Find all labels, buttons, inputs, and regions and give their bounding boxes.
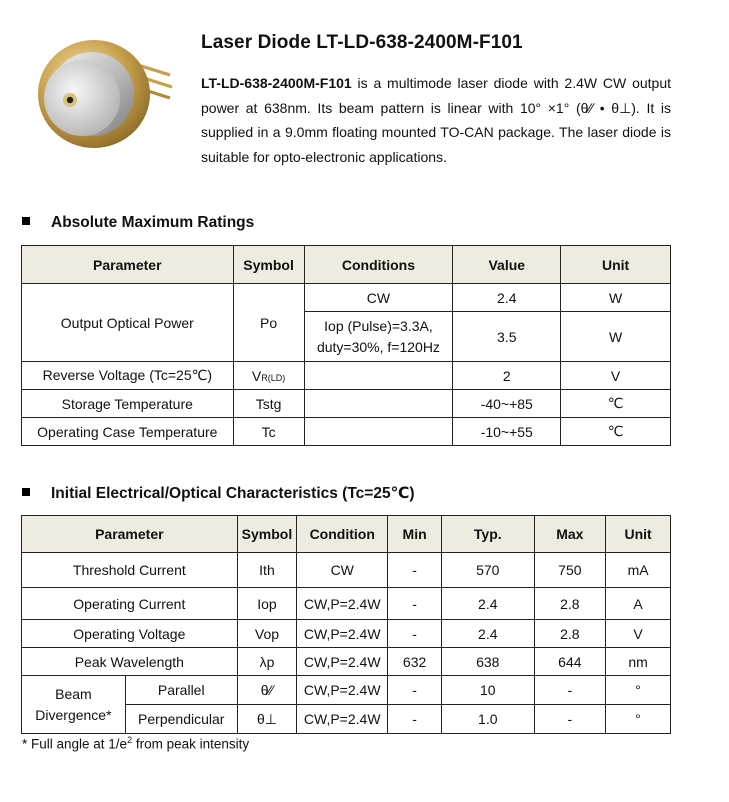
cell-typ: 2.4: [442, 588, 535, 620]
cell-cond: [304, 418, 453, 446]
cell-symbol: Iop: [237, 588, 297, 620]
cell-unit: ℃: [561, 418, 671, 446]
col-header-typ: Typ.: [442, 516, 535, 553]
page-title: Laser Diode LT-LD-638-2400M-F101: [201, 32, 523, 53]
laser-diode-product-image: [30, 20, 180, 160]
col-header-parameter: Parameter: [22, 246, 234, 284]
cell-min: -: [388, 676, 442, 705]
cell-beam-divergence: Beam Divergence*: [22, 676, 126, 734]
cell-unit: W: [561, 312, 671, 362]
col-header-max: Max: [534, 516, 606, 553]
cell-symbol: Ith: [237, 553, 297, 588]
cell-unit: nm: [606, 648, 671, 676]
cell-value: 2: [453, 362, 561, 390]
cell-unit: V: [561, 362, 671, 390]
cell-cond: CW,P=2.4W: [297, 648, 388, 676]
col-header-parameter: Parameter: [22, 516, 238, 553]
cell-unit: ℃: [561, 390, 671, 418]
col-header-unit: Unit: [606, 516, 671, 553]
cell-cond: CW,P=2.4W: [297, 676, 388, 705]
cell-param: Perpendicular: [125, 705, 237, 734]
col-header-conditions: Conditions: [304, 246, 453, 284]
cell-typ: 570: [442, 553, 535, 588]
cell-max: 644: [534, 648, 606, 676]
cell-symbol: θ∕∕: [237, 676, 297, 705]
product-code: LT-LD-638-2400M-F101: [201, 75, 352, 91]
cell-max: -: [534, 705, 606, 734]
table-row: [22, 418, 671, 446]
cell-param: Parallel: [125, 676, 237, 705]
cell-symbol: θ⊥: [237, 705, 297, 734]
cell-symbol: λp: [237, 648, 297, 676]
col-header-condition: Condition: [297, 516, 388, 553]
cell-param: Storage Temperature: [22, 390, 234, 418]
cell-param: Operating Voltage: [22, 620, 238, 648]
cell-symbol: VR(LD): [233, 362, 304, 390]
product-description: [201, 71, 671, 169]
characteristics-heading: Initial Electrical/Optical Characteristics (Tc=25℃): [22, 484, 415, 503]
cell-typ: 1.0: [442, 705, 535, 734]
cell-typ: 10: [442, 676, 535, 705]
cell-param: Threshold Current: [22, 553, 238, 588]
cell-cond: CW,P=2.4W: [297, 705, 388, 734]
description-text: is a multimode laser diode with 2.4W CW output power at 638nm. Its beam pattern is linear with 10° ×1° (θ∕∕ • θ⊥). It is supplied in a 9.0mm floating mounted TO-CAN package. The laser diode is suitable for opto-electronic applications.: [201, 75, 671, 165]
col-header-min: Min: [388, 516, 442, 553]
cell-value: 3.5: [453, 312, 561, 362]
bullet-square-icon: [22, 217, 30, 225]
cell-value: -40~+85: [453, 390, 561, 418]
cell-value: -10~+55: [453, 418, 561, 446]
table-row: [22, 362, 671, 390]
col-header-unit: Unit: [561, 246, 671, 284]
cell-cond: CW: [304, 284, 453, 312]
cell-symbol: Tstg: [233, 390, 304, 418]
table-row: [22, 553, 671, 588]
footnote: * Full angle at $1/e^2$ from peak intensity: [22, 735, 250, 752]
cell-max: 2.8: [534, 588, 606, 620]
cell-cond: CW: [297, 553, 388, 588]
table-row: [22, 588, 671, 620]
cell-min: 632: [388, 648, 442, 676]
col-header-symbol: Symbol: [237, 516, 297, 553]
table-row: [22, 390, 671, 418]
cell-max: 2.8: [534, 620, 606, 648]
cell-symbol: Tc: [233, 418, 304, 446]
cell-cond: [304, 362, 453, 390]
ratings-heading: Absolute Maximum Ratings: [22, 214, 254, 232]
cell-min: -: [388, 705, 442, 734]
cell-param: Operating Case Temperature: [22, 418, 234, 446]
cell-cond: Iop (Pulse)=3.3A, duty=30%, f=120Hz: [304, 312, 453, 362]
cell-param: Reverse Voltage (Tc=25℃): [22, 362, 234, 390]
cell-param: Operating Current: [22, 588, 238, 620]
cell-unit: °: [606, 676, 671, 705]
cell-unit: A: [606, 588, 671, 620]
table-row: [22, 284, 671, 312]
absolute-maximum-ratings-table: [21, 245, 671, 446]
col-header-value: Value: [453, 246, 561, 284]
cell-min: -: [388, 588, 442, 620]
cell-max: -: [534, 676, 606, 705]
cell-min: -: [388, 620, 442, 648]
cell-value: 2.4: [453, 284, 561, 312]
cell-param: Output Optical Power: [22, 284, 234, 362]
cell-unit: mA: [606, 553, 671, 588]
cell-unit: W: [561, 284, 671, 312]
cell-symbol: Po: [233, 284, 304, 362]
cell-param: Peak Wavelength: [22, 648, 238, 676]
cell-symbol: Vop: [237, 620, 297, 648]
table-row: [22, 620, 671, 648]
cell-unit: V: [606, 620, 671, 648]
cell-typ: 638: [442, 648, 535, 676]
col-header-symbol: Symbol: [233, 246, 304, 284]
cell-typ: 2.4: [442, 620, 535, 648]
cell-cond: CW,P=2.4W: [297, 620, 388, 648]
bullet-square-icon: [22, 488, 30, 496]
table-row: [22, 648, 671, 676]
cell-unit: °: [606, 705, 671, 734]
cell-min: -: [388, 553, 442, 588]
table-row: [22, 676, 671, 705]
cell-cond: [304, 390, 453, 418]
cell-max: 750: [534, 553, 606, 588]
electrical-optical-characteristics-table: [21, 515, 671, 734]
cell-cond: CW,P=2.4W: [297, 588, 388, 620]
